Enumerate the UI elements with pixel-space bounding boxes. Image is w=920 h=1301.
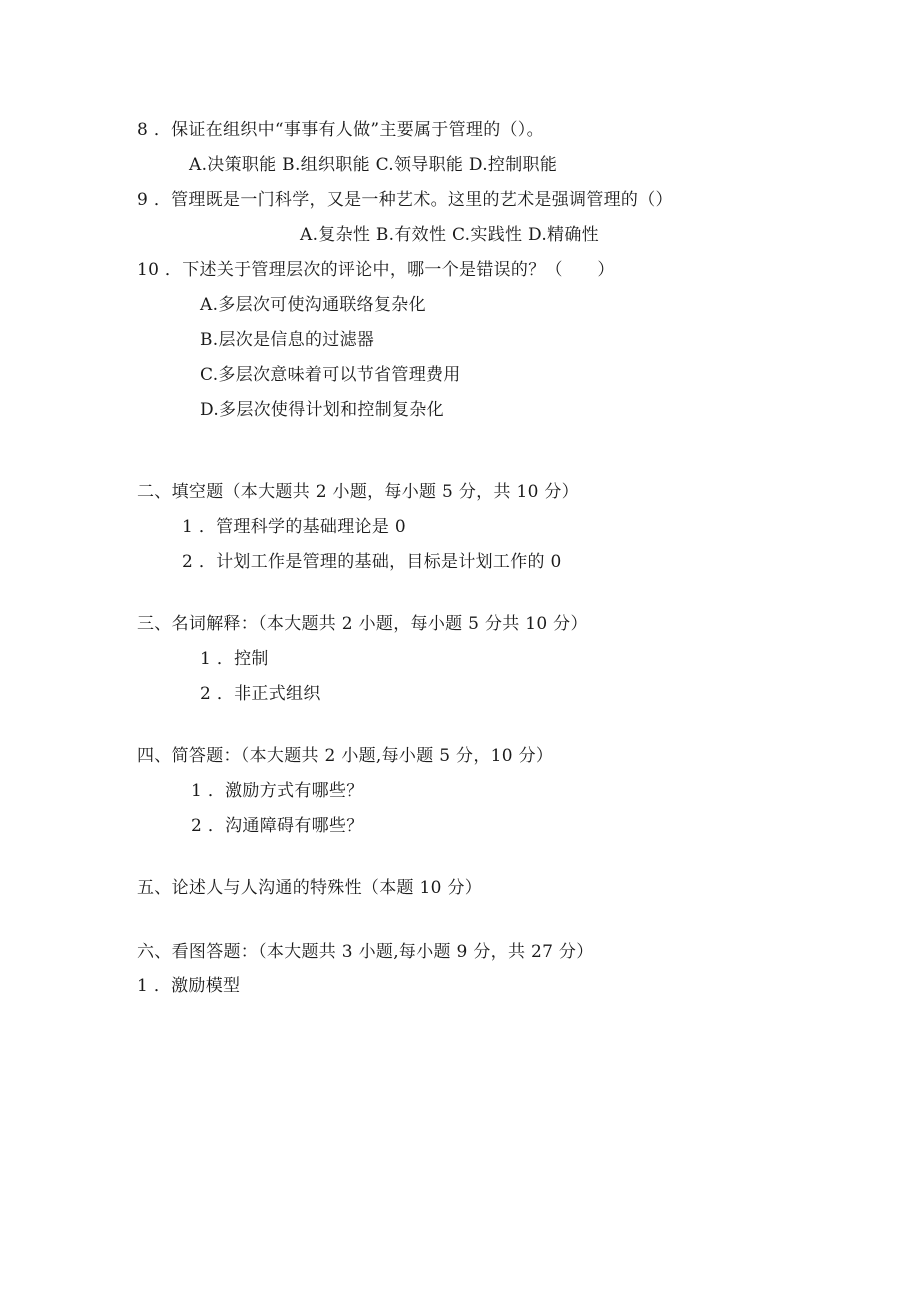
- question-8-stem: 8 ．保证在组织中“事事有人做”主要属于管理的（）。: [137, 120, 544, 140]
- section-4-item-2: 2 ．沟通障碍有哪些？: [191, 816, 364, 836]
- section-5-heading: 五、论述人与人沟通的特殊性（本题 10 分）: [137, 878, 483, 898]
- question-10-option-d: D.多层次使得计划和控制复杂化: [200, 400, 444, 420]
- question-10-option-c: C.多层次意味着可以节省管理费用: [200, 365, 461, 385]
- section-2-item-2: 2 ．计划工作是管理的基础，目标是计划工作的 0: [182, 552, 562, 572]
- section-3-item-2: 2 ．非正式组织: [200, 684, 321, 704]
- question-9-stem: 9 ．管理既是一门科学，又是一种艺术。这里的艺术是强调管理的（）: [137, 190, 673, 210]
- section-6-item-1: 1 ．激励模型: [137, 976, 241, 996]
- section-2-item-1: 1 ．管理科学的基础理论是 0: [182, 517, 406, 537]
- section-2-heading: 二、填空题（本大题共 2 小题，每小题 5 分，共 10 分）: [137, 482, 579, 502]
- question-10-option-b: B.层次是信息的过滤器: [200, 330, 375, 350]
- section-3-item-1: 1 ．控制: [200, 649, 269, 669]
- question-9-options: A.复杂性 B.有效性 C.实践性 D.精确性: [300, 225, 599, 245]
- section-6-heading: 六、看图答题：（本大题共 3 小题,每小题 9 分，共 27 分）: [137, 942, 594, 962]
- question-10-stem: 10 ．下述关于管理层次的评论中，哪一个是错误的？（ ）: [137, 260, 615, 280]
- question-8-options: A.决策职能 B.组织职能 C.领导职能 D.控制职能: [189, 155, 558, 175]
- section-3-heading: 三、名词解释：（本大题共 2 小题，每小题 5 分共 10 分）: [137, 614, 588, 634]
- question-10-option-a: A.多层次可使沟通联络复杂化: [200, 295, 426, 315]
- section-4-heading: 四、简答题：（本大题共 2 小题,每小题 5 分，10 分）: [137, 746, 554, 766]
- section-4-item-1: 1 ．激励方式有哪些？: [191, 781, 364, 801]
